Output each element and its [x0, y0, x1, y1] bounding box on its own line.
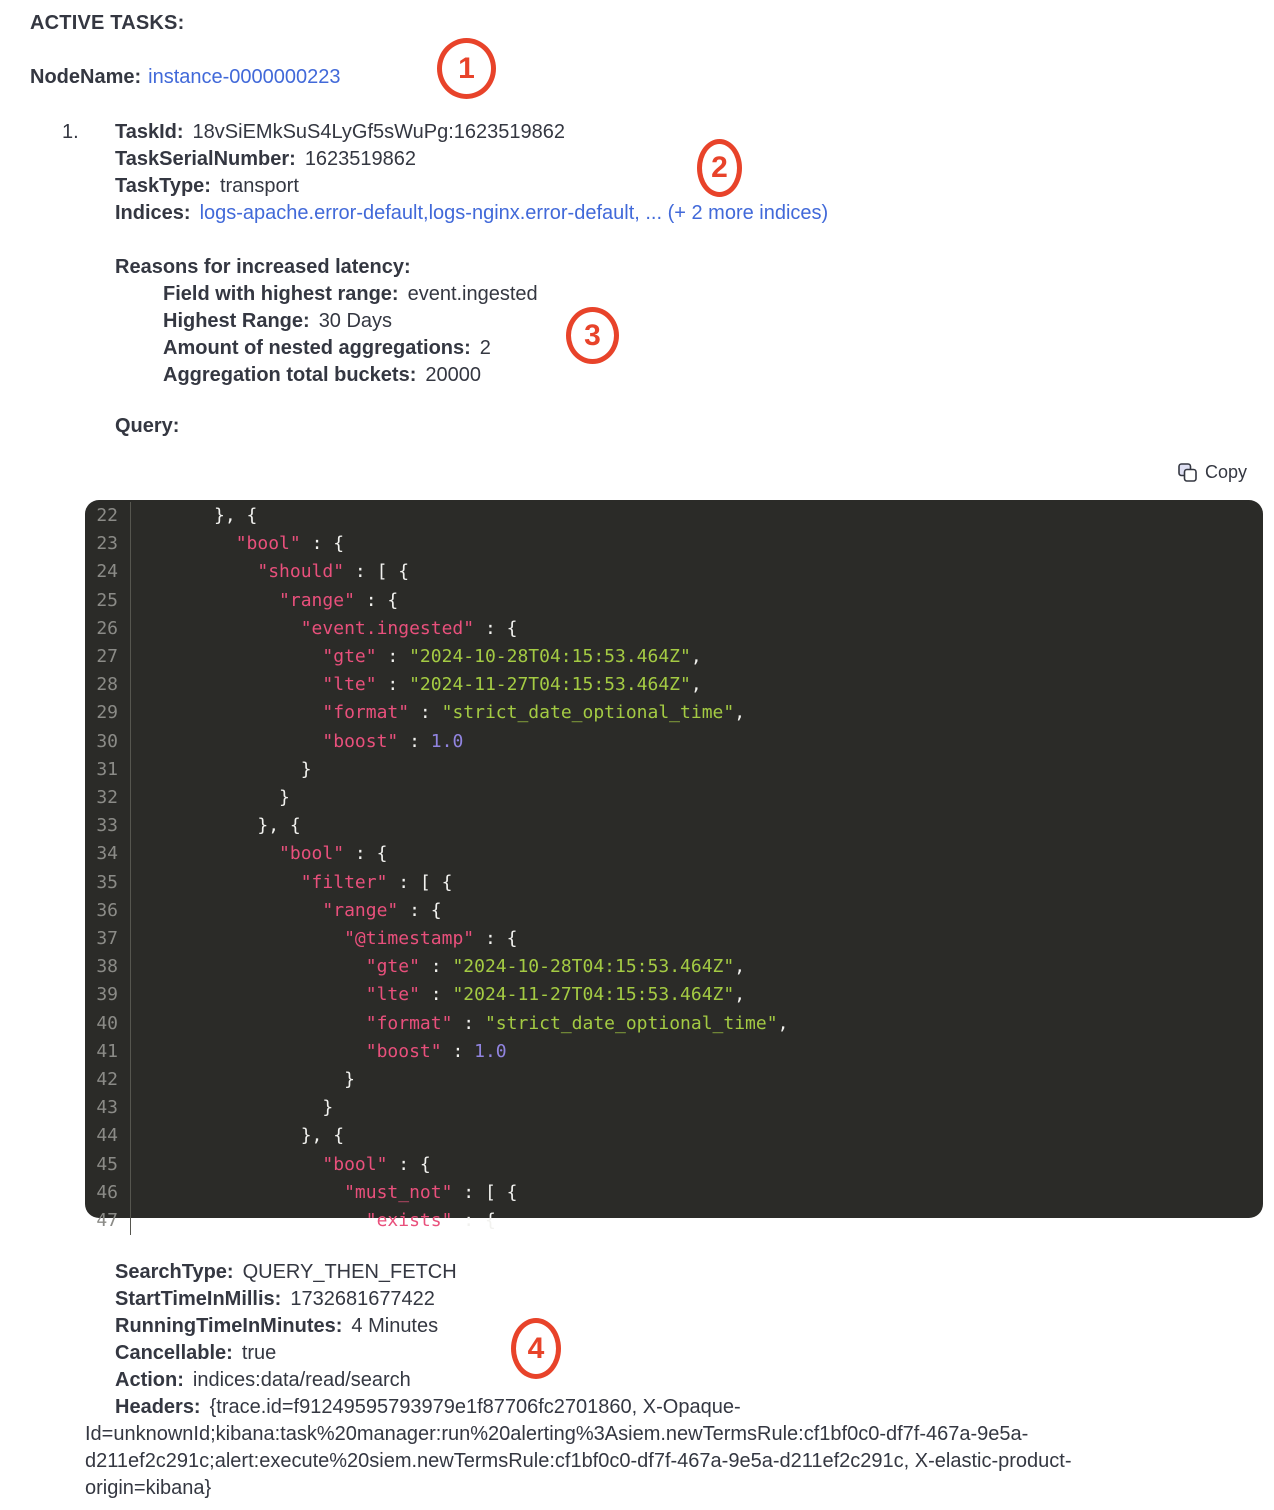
latency-item-label: Field with highest range: — [163, 283, 399, 305]
headers-label: Headers: — [115, 1396, 201, 1418]
line-number: 43 — [85, 1094, 131, 1122]
code-text: "lte" : "2024-11-27T04:15:53.464Z", — [365, 984, 746, 1006]
code-line — [85, 812, 1263, 840]
line-number: 35 — [85, 869, 131, 897]
cancellable-line — [85, 1340, 1190, 1367]
code-line — [85, 587, 1263, 615]
line-number: 46 — [85, 1179, 131, 1207]
latency-item-value: event.ingested — [407, 283, 538, 305]
code-line — [85, 1010, 1263, 1038]
code-line — [85, 756, 1263, 784]
line-number: 33 — [85, 812, 131, 840]
code-line — [85, 1094, 1263, 1122]
code-text: "boost" : 1.0 — [322, 730, 464, 752]
code-text: "lte" : "2024-11-27T04:15:53.464Z", — [322, 674, 702, 696]
code-line — [85, 925, 1263, 953]
annotation-number: 2 — [711, 151, 728, 184]
task-id-value: 18vSiEMkSuS4LyGf5sWuPg:1623519862 — [192, 121, 566, 143]
task-serial-value: 1623519862 — [304, 148, 417, 170]
code-line — [85, 699, 1263, 727]
latency-item — [115, 281, 538, 308]
code-text: } — [149, 1097, 334, 1119]
line-number: 22 — [85, 502, 131, 530]
code-text: }, { — [149, 1125, 345, 1147]
indices-line — [62, 200, 828, 227]
code-text: }, { — [149, 815, 301, 837]
code-text: } — [149, 787, 290, 809]
line-number: 36 — [85, 897, 131, 925]
copy-button[interactable] — [1177, 462, 1247, 483]
line-number: 30 — [85, 728, 131, 756]
query-label: Query: — [115, 415, 180, 437]
latency-item-label: Aggregation total buckets: — [163, 364, 417, 386]
annotation-circle-3 — [566, 307, 619, 364]
line-number: 23 — [85, 530, 131, 558]
line-number: 26 — [85, 615, 131, 643]
copy-button-label: Copy — [1204, 462, 1247, 482]
running-time-label: RunningTimeInMinutes: — [115, 1315, 343, 1337]
task-type-value: transport — [219, 175, 299, 197]
action-label: Action: — [115, 1369, 184, 1391]
headers-value: {trace.id=f91249595793979e1f87706fc2701860, X-Opaque-Id=unknownId;kibana:task%20manager:run%20alerting%3Asiem.newTermsRule:cf1bf0c0-df7f-467a-9e5a-d211ef2c291c;alert:execute%20siem.newTermsRule:cf1bf0c0-df7f-467a-9e5a-d211ef2c291c, X-elastic-product-origin=kibana} — [85, 1396, 1072, 1499]
code-text: } — [149, 1069, 355, 1091]
code-lines — [85, 502, 1263, 1235]
task-footer-details — [85, 1259, 1190, 1502]
line-number: 34 — [85, 840, 131, 868]
code-line — [85, 1207, 1263, 1235]
code-text: "gte" : "2024-10-28T04:15:53.464Z", — [322, 646, 702, 668]
latency-item-value: 2 — [479, 337, 491, 359]
start-time-label: StartTimeInMillis: — [115, 1288, 282, 1310]
latency-item-label: Highest Range: — [163, 310, 310, 332]
code-text: "gte" : "2024-10-28T04:15:53.464Z", — [365, 956, 746, 978]
code-line — [85, 1122, 1263, 1150]
code-line — [85, 728, 1263, 756]
action-value: indices:data/read/search — [192, 1369, 411, 1391]
line-number: 44 — [85, 1122, 131, 1150]
latency-title: Reasons for increased latency: — [115, 256, 411, 278]
line-number: 42 — [85, 1066, 131, 1094]
line-number: 40 — [85, 1010, 131, 1038]
annotation-circle-2 — [697, 139, 742, 197]
code-text: "bool" : { — [235, 533, 345, 555]
code-line — [85, 869, 1263, 897]
annotation-number: 1 — [458, 51, 475, 85]
line-number: 29 — [85, 699, 131, 727]
node-name-line — [30, 66, 341, 89]
task-id-label: TaskId: — [115, 121, 184, 143]
line-number: 28 — [85, 671, 131, 699]
line-number: 41 — [85, 1038, 131, 1066]
code-line — [85, 981, 1263, 1009]
line-number: 31 — [85, 756, 131, 784]
line-number: 45 — [85, 1151, 131, 1179]
node-name-label: NodeName: — [30, 66, 142, 88]
code-text: } — [149, 758, 312, 780]
line-number: 27 — [85, 643, 131, 671]
line-number: 38 — [85, 953, 131, 981]
code-line — [85, 897, 1263, 925]
code-text: "should" : [ { — [257, 561, 410, 583]
code-line — [85, 784, 1263, 812]
code-line — [85, 671, 1263, 699]
code-text: "filter" : [ { — [300, 871, 453, 893]
page-title: ACTIVE TASKS: — [30, 12, 185, 34]
annotation-number: 3 — [584, 318, 601, 352]
code-line — [85, 643, 1263, 671]
code-line — [85, 615, 1263, 643]
code-line — [85, 502, 1263, 530]
action-line — [85, 1367, 1190, 1394]
line-number: 47 — [85, 1207, 131, 1235]
code-line — [85, 840, 1263, 868]
line-number: 37 — [85, 925, 131, 953]
latency-reasons — [115, 254, 538, 389]
cancellable-value: true — [241, 1342, 277, 1364]
list-marker: 1. — [62, 121, 79, 143]
code-line — [85, 558, 1263, 586]
latency-item-value: 30 Days — [318, 310, 393, 332]
code-text: "range" : { — [279, 589, 399, 611]
headers-line — [85, 1394, 1190, 1502]
annotation-circle-4 — [511, 1318, 561, 1379]
latency-item — [115, 362, 538, 389]
code-text: "@timestamp" : { — [344, 928, 518, 950]
code-text: }, { — [149, 505, 258, 526]
indices-link[interactable]: logs-apache.error-default,logs-nginx.error-default, ... (+ 2 more indices) — [199, 202, 829, 224]
latency-item — [115, 335, 538, 362]
code-text: "event.ingested" : { — [300, 617, 518, 639]
indices-label: Indices: — [115, 202, 191, 224]
code-line — [85, 1038, 1263, 1066]
annotation-circle-1 — [437, 38, 496, 99]
line-number: 25 — [85, 587, 131, 615]
code-text: "format" : "strict_date_optional_time", — [365, 1012, 789, 1034]
code-text: "exists" : { — [365, 1210, 496, 1232]
running-time-value: 4 Minutes — [351, 1315, 439, 1337]
code-line — [85, 1066, 1263, 1094]
code-line — [85, 1179, 1263, 1207]
code-text: "must_not" : [ { — [344, 1181, 518, 1203]
code-text: "range" : { — [322, 899, 442, 921]
search-type-label: SearchType: — [115, 1261, 234, 1283]
code-text: "bool" : { — [322, 1153, 431, 1175]
node-name-link[interactable]: instance-0000000223 — [148, 66, 341, 88]
code-text: "boost" : 1.0 — [365, 1040, 507, 1062]
task-type-label: TaskType: — [115, 175, 211, 197]
running-time-line — [85, 1313, 1190, 1340]
code-text: "bool" : { — [279, 843, 388, 865]
line-number: 39 — [85, 981, 131, 1009]
code-text: "format" : "strict_date_optional_time", — [322, 702, 746, 724]
task-serial-label: TaskSerialNumber: — [115, 148, 296, 170]
copy-icon — [1177, 462, 1198, 483]
latency-item-label: Amount of nested aggregations: — [163, 337, 471, 359]
cancellable-label: Cancellable: — [115, 1342, 233, 1364]
code-line — [85, 953, 1263, 981]
code-line — [85, 1151, 1263, 1179]
start-time-line — [85, 1286, 1190, 1313]
search-type-value: QUERY_THEN_FETCH — [242, 1261, 457, 1283]
line-number: 24 — [85, 558, 131, 586]
search-type-line — [85, 1259, 1190, 1286]
latency-item — [115, 308, 538, 335]
annotation-number: 4 — [527, 1331, 545, 1365]
latency-item-value: 20000 — [425, 364, 481, 386]
start-time-value: 1732681677422 — [290, 1288, 435, 1310]
query-code-block[interactable] — [85, 500, 1263, 1232]
line-number: 32 — [85, 784, 131, 812]
code-line — [85, 530, 1263, 558]
